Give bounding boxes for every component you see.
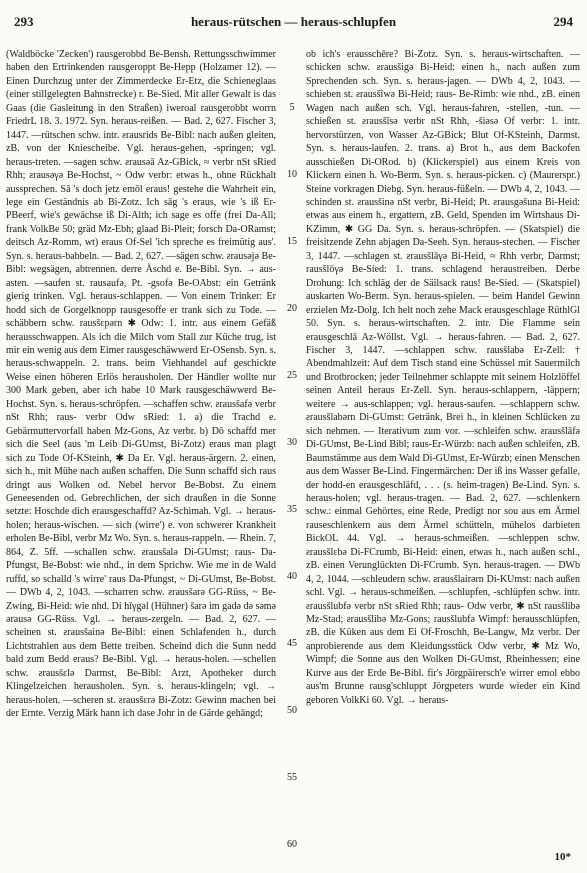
line-number: 55 <box>287 772 297 783</box>
line-number: 60 <box>287 839 297 850</box>
line-number: 20 <box>287 303 297 314</box>
line-number: 40 <box>287 571 297 582</box>
left-column-text: (Waldböcke 'Zecken') rausgerobbd Be-Bensh. Rettungsschwimmer haben den Ertrinkenden rausgeroppt Be-Hepp (Holzamer 12). — Einen Durchzug unter der Zimmerdecke Er-Etz, die Schieneglaas (einer stillgelegten Bahnstrecke) r. Be-Sied. Mit aller Gewalt is das Gaas (die Gasleitung in den Straßen) iweroal rausgerobbt worrn FriedrL 18. 3. 1972. Syn. heraus-reißen. — Bad. 2, 627. Fischer 3, 1447. —rütschen schw. intr. ƨrausrids Be-Bibl: nach außen gleiten, zB. von der Kniescheibe. Vgl. heraus-gehen, -springen; vgl. heraus-treten. —sagen schw. ƨrausəā Az-GBick, ≈ verbr nSt sRied Rhh; ƨrausəγə Be-Hochst, ~ Odw verbr: etwas h., ohne Rückhalt aussprechen. Sā 's doch jetz emōl eraus! gestehe die Wahrheit ein, lege ein Geständnis ab Bi-Zotz. Ich sāg 's eraus, wie 's iß Er-PBeerf, wie's gewāchse iß Di-Alth; ich sage es offe (frei Da-All; frank VolkBe 50; gräd Mz-Ebh; glaad Bi-Pleit; forsch Da-ORamst; deitsch Az-Romm, wt) eraus Of-Sel 'ich spreche es freimütig aus'. Syn. s. heraus-babbeln. — Bad. 2, 627. —sägen schw. ƨrausəjə Be-Bibl: wegsägen, abtrennen. derre Äschd e. Be-Bibl. Syn. → aus-asten. —saufen st. rausaufə, Pt. -gsofə Be-OAbst: ein Getränk gierig trinken. Vgl. heraus-schlappen. — Von einem Trinker: Er hodd sich de Gorgelknopp rausgesoffe er trank sich zu Tode. —schäbbern schw. rausšεpərn ✱ Odw: 1. intr. aus einem Gefäß herausschwappen. Als ich die Milch vom Stall zur Küche trug, ist mir ein wenig aus dem Eimer rausgeschäwwerd Er-OSensb. Syn. s. heraus-schwappeln. 2. trans. beim Viehhandel auf geschickte Weise einen höheren Erlös herausholen. Der Händler wollte nur 300 Mark geben, aber ich habe 10 Mark rausgeschäwwerd Be-Hochst. Syn. s. heraus-schröpfen. —schaffen schw. ƨrausšafə verbr nSt Rhh; raus- verbr Odw sRied: 1. a) die Trachd e. Gebärmuttervorfall haben Mz-Gons, Az verbr. b) Dō schaffd mer sich die Seel (aus 'm Leib Di-GUmst, Bi-Zotz) eraus man plagt sich zu Tode Of-KSteinh, ✱ Da Er. Vgl. heraus-ärgern. 2. einen, sich h., mit Mühe nach außen schaffen. Die Sunn schaffd sich raus dringt aus Wolken od. Nebel hervor Be-Bobst. Zu einem Geneesenden od. Gebrechlichen, der sich draußen in die Sonne setzte: Hoschde dich erausgeschaffd? Az-Schimah. Vgl. → heraus-holen; heraus-wischen. — sich (wirre') e. von schwerer Krankheit erholen Be-Bibl, verbr Mz Wo. Syn. s. heraus-rappeln. — Rhein. 7, 864, Z. 5ff. —schallen schw. ƨrausšalə Di-GUmst; raus- Da-Pfungst, Be-Bobst: wie nhd., in dem Sprichw. Wie me in de Wald ruffd, so schalld 's wirre' raus Da-Pfungst, ~ Di-GUmst, Be-Bobst. — DWb 4, 2, 1043. —scharren schw. ƨrausšarə GG-Rüss, ~ Be-Zwing, Bi-Heid: wie nhd. Di hīγgəl (Hühner) šarə im gadə də səmə ərausə GG-Rüss. Vgl. → heraus-zergeln. — Bad. 2, 627. —scheinen st. ƨrausšainə Be-Bibl: einen Schlafenden h., durch Lichtstrahlen aus dem Bette treiben. Scheind dich die Sunn nedd bald zum Bedd eraus? Be-Bibl. Vgl. → heraus-holen. —schellen schw. ƨrausšεlə Darmst, Be-Bibl: Arzt, Apotheker durch Klingelzeichen herausholen. Syn. s. heraus-klingeln; vgl. → heraus-holen. —scheren st. ƨrausšεrə Bi-Zotz: Gewinn machen bei der Ernte. Verzig Märk hann ich dase Johr in de Gärde gehāngd; <box>6 49 276 720</box>
right-column-text: ob ich's erausschēre? Bi-Zotz. Syn. s. heraus-wirtschaften. —schicken schw. ƨrausšigə Bi-Heid: einen h., nach außen zum Sprechenden sch. Syn. s. heraus-jagen. — DWb 4, 2, 1043. —schieben st. ƨrausšīwə Bi-Heid; raus- Be-Rimb: wie nhd., zB. einen Wagen nach außen sch. Vgl. heraus-fahren, -stellen, -tun. —schießen st. ƨrausšīsə verbr nSt Rhh, -šiəsə Of verbr: 1. intr. hervorstürzen, von Wasser Az-GBick; Blut Of-KSteinh, Darmst. Syn. s. heraus-laufen. 2. trans. a) Brot h., aus dem Backofen ausschießen Di-ORod. b) (Klickerspiel) aus einem Kreis von Klickern einen h. Wo-Berm. Syn. s. heraus-picken. c) (Maurerspr.) Steine vorkragen Diebg. Syn. heraus-füßeln. — DWb 4, 2, 1043. —schinden st. ƨrausšinə nSt verbr, Bi-Heid; Pt. ƨrausgəšunə Bi-Heid: etwas aus einem h., ergattern, zB. Geld, Spenden im Wirtshaus Di-KZimm, ✱ GG Da. Syn. s. heraus-schröpfen. — (Skatspiel) die freisitzende Zehn abjagen Da-Seeh. Syn. heraus-stechen. — Fischer 3, 1447. —schlagen st. ƨrausšlāγə Bi-Heid, ≈ Rhh verbr, Darmst; rausšlōγə Be-Sied: 1. trans. schlagend heraustreiben. Derbe Drohung: Ich schläg der de Säilsack raus! Be-Sied. — (Skatspiel) auskarten Wo-Berm. Syn. heraus-spielen. — beim Handel Gewinn erzielen Mz-Dolg. Ich helt noch zehe Mack erausgeschlage RüthlGl 50. Syn. s. heraus-wirtschaften. 2. intr. Die Flamme sein erausgeschlā Az-Wöllst. Vgl. → heraus-fahren. — Bad. 2, 627. Fischer 3, 1447. —schlappen schw. rausšlabə Er-Zell: † Abendmahlzeit: Auf dem Tisch stand eine Schüssel mit Sauermilch und Brotbrocken; jeder Teilnehmer schlappte mit seinem Holzlöffel seinen Anteil heraus Er-Zell. Syn. heraus-schlappern, -läppern; weitere → aus-schlappen; vgl. heraus-saufen. —schlappern schw. ƨrausšlabərn Di-GUmst: Getränk, Brei h., in kleinen Schlücken zu sich nehmen. — Iterativum zum vor. —schleifen schw. ƨrausšlāfə Di-GUmst, Be-Lind Bibl; raus-Er-Würzb: nach außen schleifen, zB. Baumstämme aus dem Wald Di-GUmst, Er-Würzb; einen Menschen aus dem Wasser Be-Lind. Fingermärchen: Der iß ins Wasser gefalle, der hodd-en erausgeschläfd, . . . (s. heim-tragen) Be-Lind. Syn. s. heraus-holen; vgl. heraus-tragen. — Bad. 2, 627. —schlenkern schw.: einmal Gehörtes, eine Rede, Predigt nor sou aus em Ärmel rauseschlenkern aus dem Ärmel schütteln, mühelos darbieten BickOL 44. Vgl. → heraus-schmeißen. —schleppen schw. ƨrausšlεbə Di-FCrumb, Bi-Heid: einen, etwas h., nach außen schl., zB. einen Verunglückten Di-FCrumb. Syn. heraus-tragen. — DWb 4, 2, 1044. —schleudern schw. ƨrausšlairərn Di-KUmst: nach außen schl. Vgl. → heraus-schmeißen. —schlupfen, -schlüpfen schw. intr. ƨrausšlubfə verbr nSt sRied Rhh; raus- Odw verbr, ✱ nSt rausšlibə Mz-Stad; ƨrausšlibə Mz-Gons; rausšlubfə Wimpf: herausschlüpfen, zB. die Küken aus dem Ei Of-Froschh, Be-Langw, Mz verbr. Der anprobierende aus dem Kleidungsstück Odw verbr, ✱ Mz Wo, Wimpf; die Sonne aus den Wolken Di-GUmst, Rheinhessen; eine Kurve aus der Erde Be-Bibl. fir's Jörgpäirersch'e wirrer emol ebbo aus'm Brunne rausg'schluppt Jörgpeters wurde wieder ein Kind geboren VolkKi 60. Vgl. → heraus- <box>306 49 580 706</box>
line-number-gutter <box>282 48 302 858</box>
line-number: 30 <box>287 437 297 448</box>
line-number: 35 <box>287 504 297 515</box>
right-column <box>306 48 580 858</box>
line-number: 15 <box>287 236 297 247</box>
running-head: heraus-rütschen — heraus-schlupfen <box>190 14 397 29</box>
line-number: 50 <box>287 705 297 716</box>
page-number-right: 294 <box>553 14 573 29</box>
line-number: 45 <box>287 638 297 649</box>
page-header <box>14 14 573 32</box>
left-column <box>6 48 276 858</box>
line-number: 5 <box>289 102 295 113</box>
line-number: 25 <box>287 370 297 381</box>
page-number-left: 293 <box>14 14 34 29</box>
line-number: 10 <box>287 169 297 180</box>
signature-mark: 10* <box>554 851 571 863</box>
